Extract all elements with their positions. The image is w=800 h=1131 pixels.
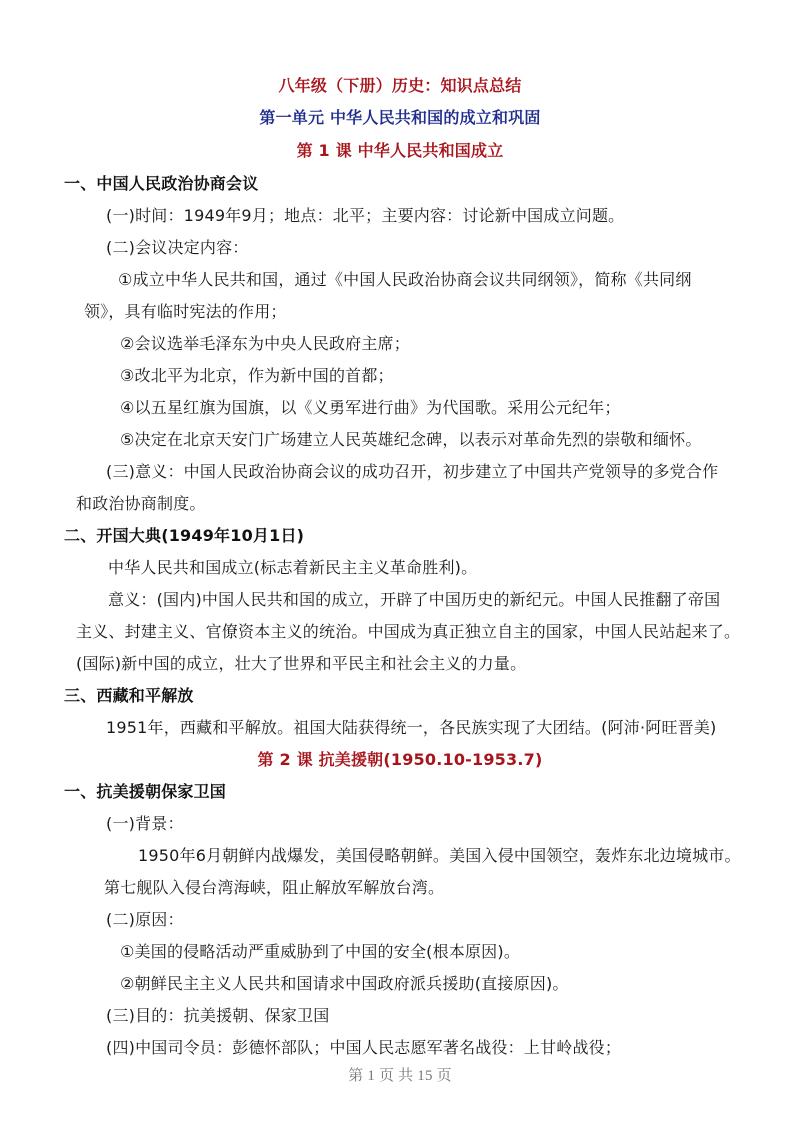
cppcc-decision-1b: 领》，具有临时宪法的作用；	[84, 302, 287, 321]
lesson1-section2-heading: 二、开国大典(1949年10月1日)	[64, 526, 305, 545]
lesson-1-title: 第 1 课 中华人民共和国成立	[296, 141, 504, 160]
cppcc-significance-a: (三)意义：中国人民政治协商会议的成功召开，初步建立了中国共产党领导的多党合作	[106, 462, 719, 481]
cppcc-time: (一)时间：1949年9月；地点：北平；主要内容：讨论新中国成立问题。	[106, 206, 625, 225]
reasons-label: (二)原因：	[106, 910, 184, 929]
cppcc-decision-5: ⑤决定在北京天安门广场建立人民英雄纪念碑，以表示对革命先烈的崇敬和缅怀。	[120, 430, 702, 449]
lesson-2-title: 第 2 课 抗美援朝(1950.10-1953.7)	[257, 750, 543, 769]
cppcc-decision-2: ②会议选举毛泽东为中央人民政府主席；	[120, 334, 410, 353]
lesson2-section1-heading: 一、抗美援朝保家卫国	[64, 782, 227, 801]
founding-line: 中华人民共和国成立(标志着新民主主义革命胜利)。	[108, 558, 478, 577]
commander: (四)中国司令员：彭德怀部队；中国人民志愿军著名战役：上甘岭战役；	[106, 1038, 622, 1057]
tibet-line: 1951年，西藏和平解放。祖国大陆获得统一，各民族实现了大团结。(阿沛·阿旺晋美)	[106, 718, 717, 737]
unit-title: 第一单元 中华人民共和国的成立和巩固	[259, 108, 541, 127]
lesson1-section3-heading: 三、西藏和平解放	[64, 686, 194, 705]
cppcc-decision-1a: ①成立中华人民共和国，通过《中国人民政治协商会议共同纲领》，简称《共同纲	[118, 270, 692, 289]
lesson1-section1-heading: 一、中国人民政治协商会议	[64, 174, 259, 193]
reason-1: ①美国的侵略活动严重威胁到了中国的安全(根本原因)。	[120, 942, 521, 961]
page-footer: 第 1 页 共 15 页	[348, 1068, 452, 1084]
cppcc-significance-b: 和政治协商制度。	[76, 494, 206, 513]
reason-2: ②朝鲜民主主义人民共和国请求中国政府派兵援助(直接原因)。	[120, 974, 569, 993]
founding-significance-b: 主义、封建主义、官僚资本主义的统治。中国成为真正独立自主的国家，中国人民站起来了。	[76, 622, 741, 641]
founding-significance-a: 意义：(国内)中国人民共和国的成立，开辟了中国历史的新纪元。中国人民推翻了帝国	[108, 590, 721, 609]
cppcc-decision-3: ③改北平为北京，作为新中国的首都；	[120, 366, 394, 385]
purpose: (三)目的：抗美援朝、保家卫国	[106, 1006, 330, 1025]
background-a: 1950年6月朝鲜内战爆发，美国侵略朝鲜。美国入侵中国领空，轰炸东北边境城市。	[138, 846, 741, 865]
founding-significance-c: (国际)新中国的成立，壮大了世界和平民主和社会主义的力量。	[76, 654, 527, 673]
cppcc-decision-4: ④以五星红旗为国旗，以《义勇军进行曲》为代国歌。采用公元纪年；	[120, 398, 621, 417]
background-b: 第七舰队入侵台湾海峡，阻止解放军解放台湾。	[104, 878, 445, 897]
cppcc-decisions-label: (二)会议决定内容：	[106, 238, 249, 257]
main-title: 八年级（下册）历史：知识点总结	[278, 76, 522, 95]
background-label: (一)背景：	[106, 814, 184, 833]
